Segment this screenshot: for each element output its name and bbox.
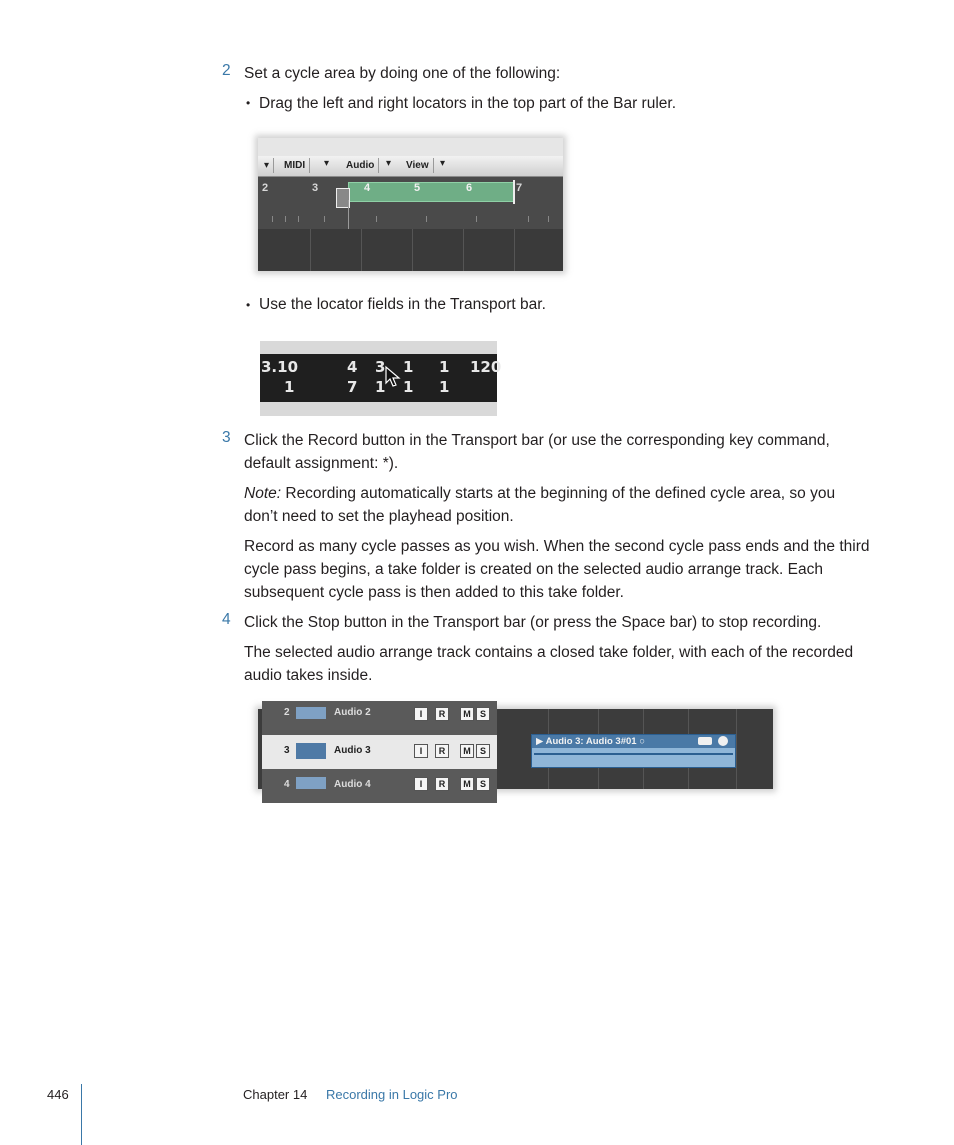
step-text: Click the Stop button in the Transport bar (or press the Space bar) to stop recording. (244, 614, 822, 631)
track-number: 4 (284, 779, 290, 790)
right-locator-bar[interactable]: 7 (347, 378, 358, 396)
chapter-title[interactable]: Recording in Logic Pro (326, 1087, 458, 1102)
chapter-label: Chapter 14 (243, 1087, 308, 1102)
grid-line (514, 229, 515, 271)
waveform-strip (534, 753, 733, 755)
take-folder-header (532, 735, 735, 748)
paragraph: audio takes inside. (244, 667, 373, 684)
right-locator-beat[interactable]: 1 (375, 378, 386, 396)
window-top-strip (258, 138, 563, 156)
mute-button[interactable]: M (460, 777, 474, 791)
solo-button[interactable]: S (476, 777, 490, 791)
ruler-tick (548, 216, 549, 222)
step-number: 3 (222, 429, 231, 446)
grid-line (310, 229, 311, 271)
right-locator-marker[interactable] (513, 180, 515, 204)
tempo-field[interactable]: 120 (470, 358, 502, 376)
ruler-tick (376, 216, 377, 222)
ruler-tick (426, 216, 427, 222)
waveform-icon (296, 707, 326, 719)
paragraph: Record as many cycle passes as you wish. When the second cycle pass ends and the third (244, 538, 870, 555)
grid-line (736, 709, 737, 789)
left-locator-beat[interactable]: 3 (375, 358, 386, 376)
track-name: Audio 4 (334, 779, 371, 790)
ruler-tick (285, 216, 286, 222)
input-monitor-button[interactable]: I (414, 777, 428, 791)
menu-view[interactable]: View (402, 158, 434, 173)
take-menu-icon[interactable] (698, 737, 712, 745)
cycle-area[interactable] (348, 182, 515, 202)
track-name: Audio 3 (334, 745, 371, 756)
track-row[interactable] (262, 701, 497, 735)
grid-line (463, 229, 464, 271)
mute-button[interactable]: M (460, 707, 474, 721)
ruler-tick (528, 216, 529, 222)
ruler-number: 5 (414, 182, 421, 194)
menu-arrow[interactable]: ▾ (260, 158, 274, 173)
bullet: • (246, 298, 251, 312)
local-menu-bar (258, 156, 563, 177)
track-number: 2 (284, 707, 290, 718)
chevron-down-icon: ▾ (324, 158, 330, 169)
bullet: • (246, 96, 251, 110)
right-locator-div[interactable]: 1 (403, 378, 414, 396)
step-number: 2 (222, 62, 231, 79)
paragraph: subsequent cycle pass is then added to this take folder. (244, 584, 624, 601)
mouse-pointer-icon (385, 366, 401, 388)
ruler-tick (272, 216, 273, 222)
step-text: Set a cycle area by doing one of the following: (244, 65, 561, 82)
ruler-tick (324, 216, 325, 222)
solo-button[interactable]: S (476, 707, 490, 721)
arrange-area (258, 229, 563, 271)
take-folder-region[interactable] (531, 734, 736, 768)
input-monitor-button[interactable]: I (414, 744, 428, 758)
step-text: Click the Record button in the Transport bar (or use the corresponding key command, (244, 432, 830, 449)
mute-button[interactable]: M (460, 744, 474, 758)
grid-line (412, 229, 413, 271)
note-label: Note: (244, 485, 282, 502)
left-locator-div[interactable]: 1 (403, 358, 414, 376)
paragraph: The selected audio arrange track contains a closed take folder, with each of the recorded (244, 644, 854, 661)
step-text: default assignment: *). (244, 455, 399, 472)
track-name: Audio 2 (334, 707, 371, 718)
track-row[interactable] (262, 769, 497, 803)
grid-line (361, 229, 362, 271)
bullet-text: Drag the left and right locators in the top part of the Bar ruler. (259, 95, 677, 112)
waveform-icon (296, 743, 326, 759)
note-paragraph (244, 482, 835, 505)
ruler-number: 3 (312, 182, 319, 194)
solo-button[interactable]: S (476, 744, 490, 758)
chevron-down-icon: ▾ (440, 158, 446, 169)
left-locator-bar[interactable]: 4 (347, 358, 358, 376)
note-text: Recording automatically starts at the beginning of the defined cycle area, so you (281, 485, 836, 502)
step-number: 4 (222, 611, 231, 628)
take-folder-title: ▶ Audio 3: Audio 3#01 ○ (536, 736, 645, 747)
paragraph: cycle pass begins, a take folder is created on the selected audio arrange track. Each (244, 561, 824, 578)
ruler-number: 4 (364, 182, 371, 194)
ruler-number: 6 (466, 182, 473, 194)
menu-audio[interactable]: Audio (342, 158, 379, 173)
right-locator-tick[interactable]: 1 (439, 378, 450, 396)
page-number: 446 (47, 1087, 69, 1102)
position-sub-field[interactable]: 1 (284, 378, 295, 396)
record-enable-button[interactable]: R (435, 707, 449, 721)
input-monitor-button[interactable]: I (414, 707, 428, 721)
note-text: don’t need to set the playhead position. (244, 508, 514, 525)
chevron-down-icon: ▾ (386, 158, 392, 169)
track-row-selected[interactable] (262, 735, 497, 769)
ruler-tick (476, 216, 477, 222)
ruler-tick (298, 216, 299, 222)
record-enable-button[interactable]: R (435, 777, 449, 791)
position-field[interactable]: 3.10 (261, 358, 299, 376)
transport-locators-screenshot (260, 341, 502, 416)
record-enable-button[interactable]: R (435, 744, 449, 758)
bullet-text: Use the locator fields in the Transport bar. (259, 296, 546, 313)
bar-ruler-screenshot (258, 138, 563, 271)
ruler-number: 2 (262, 182, 269, 194)
ruler-number: 7 (516, 182, 523, 194)
take-folder-screenshot (258, 709, 773, 789)
menu-midi[interactable]: MIDI (280, 158, 310, 173)
left-locator-tick[interactable]: 1 (439, 358, 450, 376)
waveform-icon (296, 777, 326, 789)
track-number: 3 (284, 745, 290, 756)
chevron-down-icon[interactable] (718, 736, 728, 746)
footer-rule (81, 1084, 82, 1145)
